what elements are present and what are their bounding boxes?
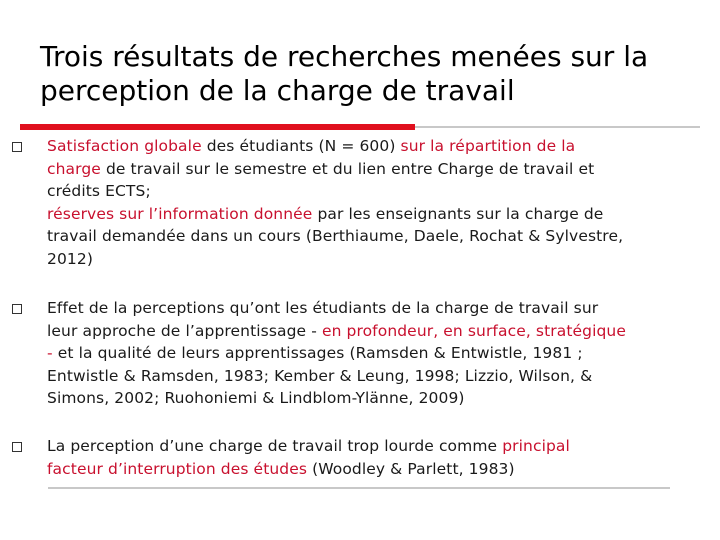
highlighted-phrase: facteur d’interruption des études [47,459,308,478]
bullet-text-line [47,225,717,248]
footer-divider [48,487,670,489]
bullet-text-line [47,297,717,320]
text-segment: et la qualité de leurs apprentissages (Ramsden & Entwistle, 1981 ; [52,344,583,362]
highlighted-phrase: sur la répartition de la [400,137,576,155]
highlighted-phrase: charge [47,159,101,178]
title-underline [415,126,700,128]
text-segment: leur approche de l’apprentissage - [47,321,322,340]
text-segment: (Woodley & Parlett, 1983) [307,459,515,478]
title-underline-accent [20,124,415,130]
text-segment: Effet de la perceptions qu’ont les étudiants de la charge de travail sur [47,299,599,317]
bullet-text-line [47,135,717,158]
text-segment: Simons, 2002; Ruohoniemi & Lindblom-Ylänne, 2009) [47,389,465,407]
text-segment: 2012) [47,249,93,268]
highlighted-phrase: réserves sur l’information donnée [47,204,313,223]
bullet-text-line [47,435,717,458]
slide-title-line: perception de la charge de travail [40,74,515,107]
bullet-text-line [47,158,717,181]
text-segment: La perception d’une charge de travail trop lourde comme [47,437,503,455]
hollow-square-icon [12,304,22,314]
slide-title-line: Trois résultats de recherches menées sur la [40,40,649,73]
text-segment: Entwistle & Ramsden, 1983; Kember & Leung, 1998; Lizzio, Wilson, & [47,366,593,385]
bullet-text-line [47,180,717,203]
bullet-text-line [47,342,717,365]
bullet-text-line [47,387,717,410]
hollow-square-icon [12,142,22,152]
text-segment: travail demandée dans un cours (Berthiaume, Daele, Rochat & Sylvestre, [47,227,624,245]
hollow-square-icon [12,442,22,452]
text-segment: des étudiants (N = 600) [201,137,401,155]
bullet-text-line [47,203,717,226]
bullet-text-line [47,458,717,481]
highlighted-phrase: - [47,344,53,362]
bullet-text [47,435,717,480]
text-segment: de travail sur le semestre et du lien entre Charge de travail et [100,159,595,178]
bullet-text-line [47,365,717,388]
slide-title [40,40,700,108]
text-segment: crédits ECTS; [47,182,151,200]
highlighted-phrase: Satisfaction globale [47,137,202,155]
bullet-text [47,297,717,410]
highlighted-phrase: en profondeur, en surface, stratégique [321,321,626,340]
bullet-text-line [47,248,717,271]
bullet-text-line [47,320,717,343]
bullet-text [47,135,717,270]
text-segment: par les enseignants sur la charge de [312,204,604,223]
highlighted-phrase: principal [502,437,570,455]
